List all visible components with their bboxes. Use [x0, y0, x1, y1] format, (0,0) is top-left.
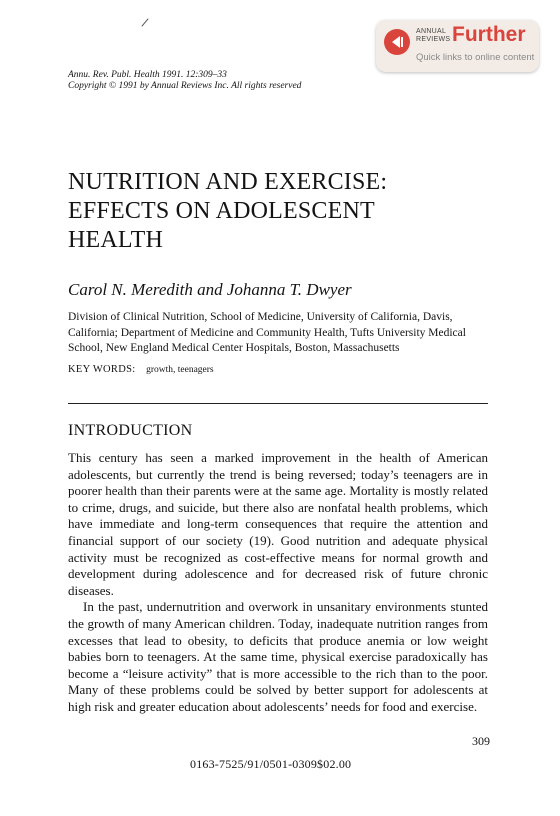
- scan-mark: [141, 18, 148, 26]
- play-back-icon: [384, 29, 410, 55]
- annual-reviews-further-badge[interactable]: [376, 20, 539, 72]
- badge-reviews-text: REVIEWS: [416, 36, 451, 43]
- article-authors: Carol N. Meredith and Johanna T. Dwyer: [68, 280, 352, 299]
- keywords-line: [68, 364, 214, 375]
- keywords-label: KEY WORDS:: [68, 364, 136, 375]
- copyright-line: Copyright © 1991 by Annual Reviews Inc. All rights reserved: [68, 81, 302, 91]
- citation-line-1: Annu. Rev. Publ. Health 1991. 12:309–33: [68, 70, 227, 80]
- title-line-1: NUTRITION AND EXERCISE:: [68, 169, 388, 195]
- badge-subtitle[interactable]: Quick links to online content: [416, 52, 535, 63]
- paragraph-1: This century has seen a marked improvement in the health of American adolescents, but currently the trend is being reversed; today’s teenagers are in poorer health than their parents were at the same age. Mortality is mostly related to crime, drugs, and suicide, but there also are nonfatal health problems, which have immediate and long-term consequences that require the attention and financial support of our society (19). Good nutrition and adequate physical activity must be recognized as cost-effective means for normal growth and development during adolescence and for decreased risk of future chronic diseases.: [68, 450, 488, 598]
- section-heading: INTRODUCTION: [68, 422, 193, 439]
- section-divider: [68, 403, 488, 404]
- author-affiliation: Division of Clinical Nutrition, School of Medicine, University of California, Davis, California; Department of Medicine and Community Health, Tufts University Medical School, New England Medical Center Hospitals, Boston, Massachusetts: [68, 311, 466, 354]
- price-code: 0163-7525/91/0501-0309$02.00: [190, 757, 352, 771]
- badge-annual-text: ANNUAL: [416, 28, 447, 35]
- article-title: [68, 168, 498, 255]
- badge-publisher-label: [416, 28, 450, 44]
- body-text: [68, 450, 488, 716]
- paragraph-2: In the past, undernutrition and overwork in unsanitary environments stunted the growth of many American children. Today, inadequate nutrition ranges from excesses that lead to obesity, to deficits that produce anemia or low weight babies born to teenagers. At the same time, physical exercise paradoxically has become a “leisure activity” that is more accessible to the rich than to the poor. Many of these problems could be solved by better support for adolescents at high risk and greater education about adolescents’ needs for food and exercise.: [68, 599, 488, 714]
- keywords-values: growth, teenagers: [146, 365, 214, 375]
- title-line-2: EFFECTS ON ADOLESCENT: [68, 198, 375, 224]
- journal-citation: [68, 70, 301, 92]
- badge-further-text: Further: [452, 23, 526, 46]
- title-line-3: HEALTH: [68, 227, 163, 253]
- page-number: 309: [472, 734, 490, 748]
